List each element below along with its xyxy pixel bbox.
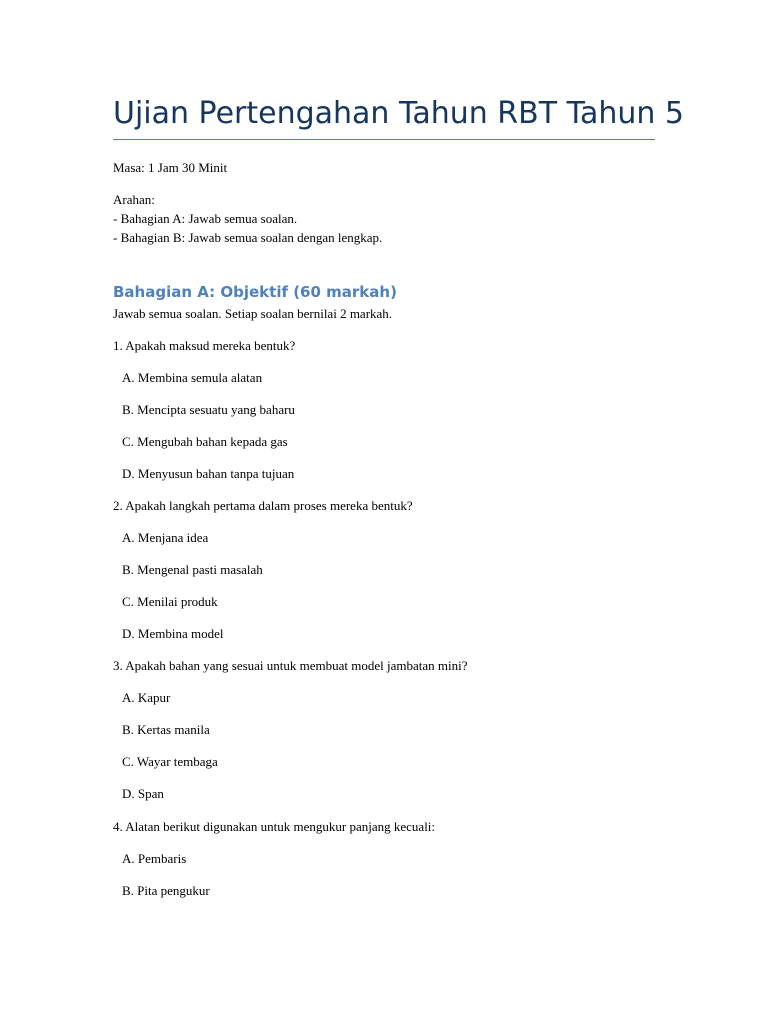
question-2-option-a: A. Menjana idea bbox=[122, 530, 209, 545]
question-1-option-a: A. Membina semula alatan bbox=[122, 370, 263, 385]
question-2-option-c: C. Menilai produk bbox=[122, 594, 218, 609]
question-3-option-a: A. Kapur bbox=[122, 690, 171, 705]
question-2: 2. Apakah langkah pertama dalam proses mereka bentuk? bbox=[113, 498, 413, 513]
question-1: 1. Apakah maksud mereka bentuk? bbox=[113, 338, 296, 353]
question-1-option-d: D. Menyusun bahan tanpa tujuan bbox=[122, 466, 295, 481]
document-title: Ujian Pertengahan Tahun RBT Tahun 5 bbox=[113, 96, 684, 131]
title-underline bbox=[113, 139, 655, 140]
question-2-option-b: B. Mengenal pasti masalah bbox=[122, 562, 263, 577]
instruction-item: - Bahagian A: Jawab semua soalan. bbox=[113, 211, 298, 226]
question-1-option-b: B. Mencipta sesuatu yang baharu bbox=[122, 402, 295, 417]
instruction-item: - Bahagian B: Jawab semua soalan dengan lengkap. bbox=[113, 230, 383, 245]
section-a-heading: Bahagian A: Objektif (60 markah) bbox=[113, 283, 397, 301]
section-a-intro: Jawab semua soalan. Setiap soalan bernilai 2 markah. bbox=[113, 306, 393, 321]
duration-text: Masa: 1 Jam 30 Minit bbox=[113, 160, 228, 175]
question-3-option-b: B. Kertas manila bbox=[122, 722, 210, 737]
question-4: 4. Alatan berikut digunakan untuk mengukur panjang kecuali: bbox=[113, 819, 436, 834]
question-3-option-c: C. Wayar tembaga bbox=[122, 754, 218, 769]
question-3: 3. Apakah bahan yang sesuai untuk membuat model jambatan mini? bbox=[113, 658, 468, 673]
question-4-option-b: B. Pita pengukur bbox=[122, 883, 210, 898]
question-2-option-d: D. Membina model bbox=[122, 626, 224, 641]
question-3-option-d: D. Span bbox=[122, 786, 164, 801]
question-1-option-c: C. Mengubah bahan kepada gas bbox=[122, 434, 288, 449]
question-4-option-a: A. Pembaris bbox=[122, 851, 187, 866]
instructions-label: Arahan: bbox=[113, 192, 155, 207]
